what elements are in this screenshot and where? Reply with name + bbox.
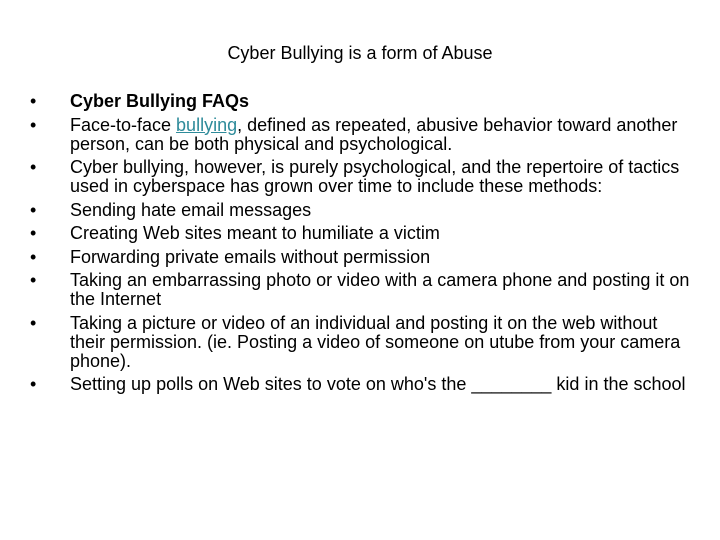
bullet-item-web-sites [30, 224, 690, 243]
bullet-item-embarrassing-photo [30, 271, 690, 309]
slide-title-text: Cyber Bullying is a form of Abuse [227, 43, 493, 63]
slide-title [0, 42, 720, 64]
bullet-text: Cyber Bullying FAQs [70, 91, 250, 111]
bullet-dot-icon: • [30, 374, 37, 394]
bullet-text: Forwarding private emails without permission [70, 246, 431, 267]
bullet-item-faqs [30, 92, 690, 111]
bullet-text-before-link: Face-to-face [70, 114, 177, 135]
bullet-dot-icon: • [30, 312, 37, 333]
bullet-text-after-link: , defined as repeated, abusive behavior toward another person, can be both physical and psychological. [70, 114, 678, 154]
bullet-item-face-to-face [30, 116, 690, 154]
bullet-item-psychological [30, 158, 690, 196]
bullet-text: Setting up polls on Web sites to vote on who's the ________ kid in the school [70, 374, 686, 394]
bullet-item-hate-email [30, 201, 690, 220]
bullet-text: Taking an embarrassing photo or video with a camera phone and posting it on the Internet [70, 270, 690, 309]
bullet-list [30, 92, 690, 399]
bullet-dot-icon: • [30, 114, 37, 135]
bullet-text: Creating Web sites meant to humiliate a victim [70, 223, 440, 243]
bullet-dot-icon: • [30, 91, 37, 111]
bullet-dot-icon: • [30, 270, 37, 290]
bullet-item-polls [30, 375, 690, 394]
bullet-text: Taking a picture or video of an individual and posting it on the web without their permission. (ie. Posting a video of someone on utube from your camera phone). [70, 312, 681, 371]
bullet-dot-icon: • [30, 223, 37, 243]
bullying-link[interactable]: bullying [176, 114, 238, 135]
bullet-item-forwarding [30, 248, 690, 267]
bullet-text: Cyber bullying, however, is purely psychological, and the repertoire of tactics used in cyberspace has grown over time to include these methods: [70, 157, 680, 196]
bullet-item-picture-video [30, 314, 690, 371]
bullet-dot-icon: • [30, 157, 37, 177]
bullet-dot-icon: • [30, 199, 37, 220]
bullet-text: Sending hate email messages [70, 199, 312, 220]
bullet-dot-icon: • [30, 246, 37, 267]
